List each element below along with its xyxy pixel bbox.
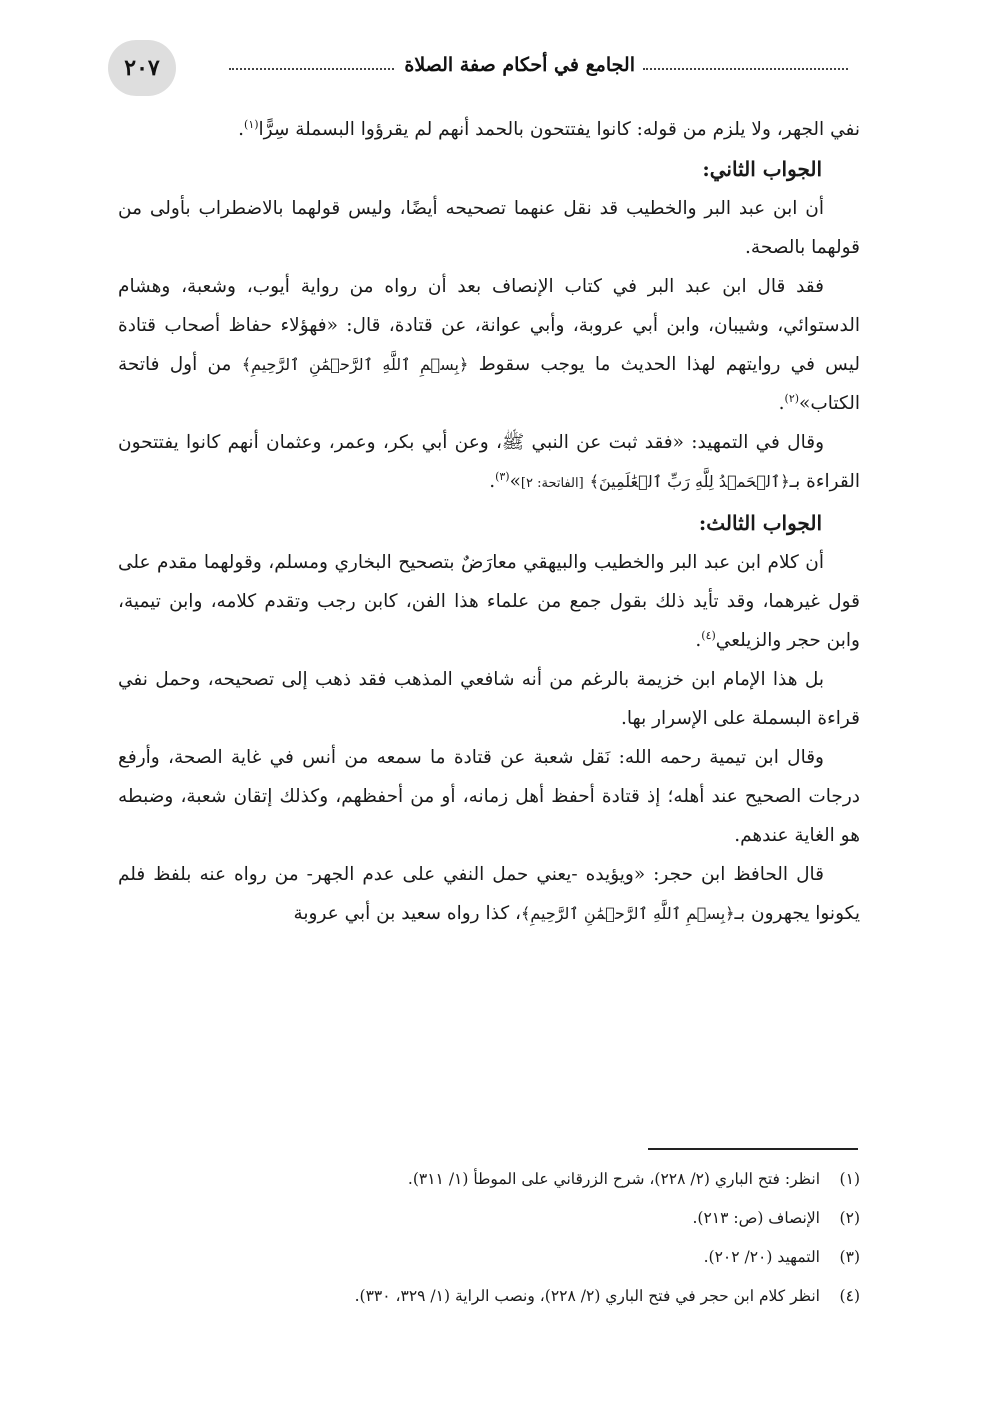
paragraph: وقال ابن تيمية رحمه الله: نَقل شعبة عن قتادة ما سمعه من أنس في غاية الصحة، وأرفع درجات الصحيح عند أهله؛ إذ قتادة أحفظ أهل زمانه، أو من أحفظهم، وكذلك إتقان شعبة، وضبطه هو الغاية عندهم.	[118, 747, 860, 846]
paragraph	[118, 855, 860, 933]
punctuation: .	[695, 630, 702, 651]
footnote	[118, 1160, 860, 1199]
paragraph	[118, 267, 860, 423]
footnote-ref: (٤)	[701, 628, 716, 642]
header-dotted-leader	[643, 68, 848, 70]
paragraph	[118, 423, 860, 503]
quran-verse: ﴿بِسۡمِ ٱللَّهِ ٱلرَّحۡمَٰنِ ٱلرَّحِيمِ﴾	[241, 355, 469, 374]
book-title: الجامع في أحكام صفة الصلاة	[404, 54, 635, 76]
footnote-ref: (١)	[244, 117, 259, 131]
paragraph-text: ، كذا رواه سعيد بن أبي عروبة	[293, 903, 521, 924]
footnote-number: (٢)	[839, 1209, 860, 1227]
paragraph-text: نفي الجهر، ولا يلزم من قوله: كانوا يفتتحون بالحمد أنهم لم يقرؤوا البسملة سِرًّا	[258, 119, 860, 140]
surah-reference: [الفاتحة: ٢]	[520, 476, 584, 491]
paragraph: أن ابن عبد البر والخطيب قد نقل عنهما تصحيحه أيضًا، وليس قولهما بالاضطراب بأولى من قولهما بالصحة.	[118, 198, 860, 258]
footnotes	[118, 1160, 860, 1316]
paragraph-text: أن كلام ابن عبد البر والخطيب والبيهقي معارَضٌ بتصحيح البخاري ومسلم، وقولهما مقدم على قول غيرهما، وقد تأيد ذلك بقول جمع من علماء هذا الفن، كابن رجب وتقدم كلامه، وابن تيمية، وابن حجر والزيلعي	[118, 552, 860, 651]
footnote-number: (١)	[839, 1170, 860, 1188]
footnote-text: الإنصاف (ص: ٢١٣).	[692, 1209, 820, 1227]
footnote-number: (٤)	[839, 1287, 860, 1305]
footnote	[118, 1277, 860, 1316]
paragraph-text: من أول فاتحة الكتاب»	[118, 354, 860, 414]
footnote-divider	[648, 1148, 858, 1150]
page-number: ٢٠٧	[108, 40, 176, 96]
section-heading: الجواب الثاني:	[702, 157, 822, 181]
punctuation: »	[509, 471, 521, 492]
paragraph: بل هذا الإمام ابن خزيمة بالرغم من أنه شافعي المذهب فقد ذهب إلى تصحيحه، وحمل نفي قراءة البسملة على الإسرار بها.	[118, 669, 860, 729]
footnote	[118, 1199, 860, 1238]
page-header	[108, 40, 848, 96]
paragraph-text: فقد قال ابن عبد البر في كتاب الإنصاف بعد أن رواه من رواية أيوب، وشعبة، وهشام الدستوائي، وشيبان، وابن أبي عروبة، وأبي عوانة، عن قتادة، قال: «فهؤلاء حفاظ أصحاب قتادة ليس في روايتهم لهذا الحديث ما يوجب سقوط	[118, 276, 860, 375]
paragraph	[118, 543, 860, 660]
running-header	[176, 54, 848, 76]
quran-verse: ﴿ٱلۡحَمۡدُ لِلَّهِ رَبِّ ٱلۡعَٰلَمِينَ﴾	[589, 472, 790, 491]
main-text	[118, 110, 860, 933]
footnote-text: انظر كلام ابن حجر في فتح الباري (٢/ ٢٢٨)، ونصب الراية (١/ ٣٢٩، ٣٣٠).	[354, 1287, 820, 1305]
paragraph-text: وقال في التمهيد: «فقد ثبت عن النبي ﷺ، وعن أبي بكر، وعمر، وعثمان أنهم كانوا يفتتحون القراءة بـ	[118, 432, 860, 492]
footnote	[118, 1238, 860, 1277]
footnote-text: انظر: فتح الباري (٢/ ٢٢٨)، شرح الزرقاني على الموطأ (١/ ٣١١).	[407, 1170, 820, 1188]
section-heading: الجواب الثالث:	[698, 511, 822, 535]
footnote-text: التمهيد (٢٠/ ٢٠٢).	[703, 1248, 820, 1266]
punctuation: .	[238, 119, 245, 140]
punctuation: .	[778, 393, 785, 414]
footnote-ref: (٢)	[784, 391, 800, 405]
header-dotted-leader	[229, 68, 394, 70]
footnote-number: (٣)	[839, 1248, 860, 1266]
quran-verse: ﴿بِسۡمِ ٱللَّهِ ٱلرَّحۡمَٰنِ ٱلرَّحِيمِ﴾	[520, 904, 735, 923]
paragraph	[118, 110, 860, 149]
paragraph-text: قال الحافظ ابن حجر: «ويؤيده -يعني حمل النفي على عدم الجهر- من رواه عنه بلفظ فلم يكونوا يجهرون بـ	[118, 864, 860, 924]
punctuation: .	[489, 471, 496, 492]
footnote-ref: (٣)	[495, 469, 510, 483]
